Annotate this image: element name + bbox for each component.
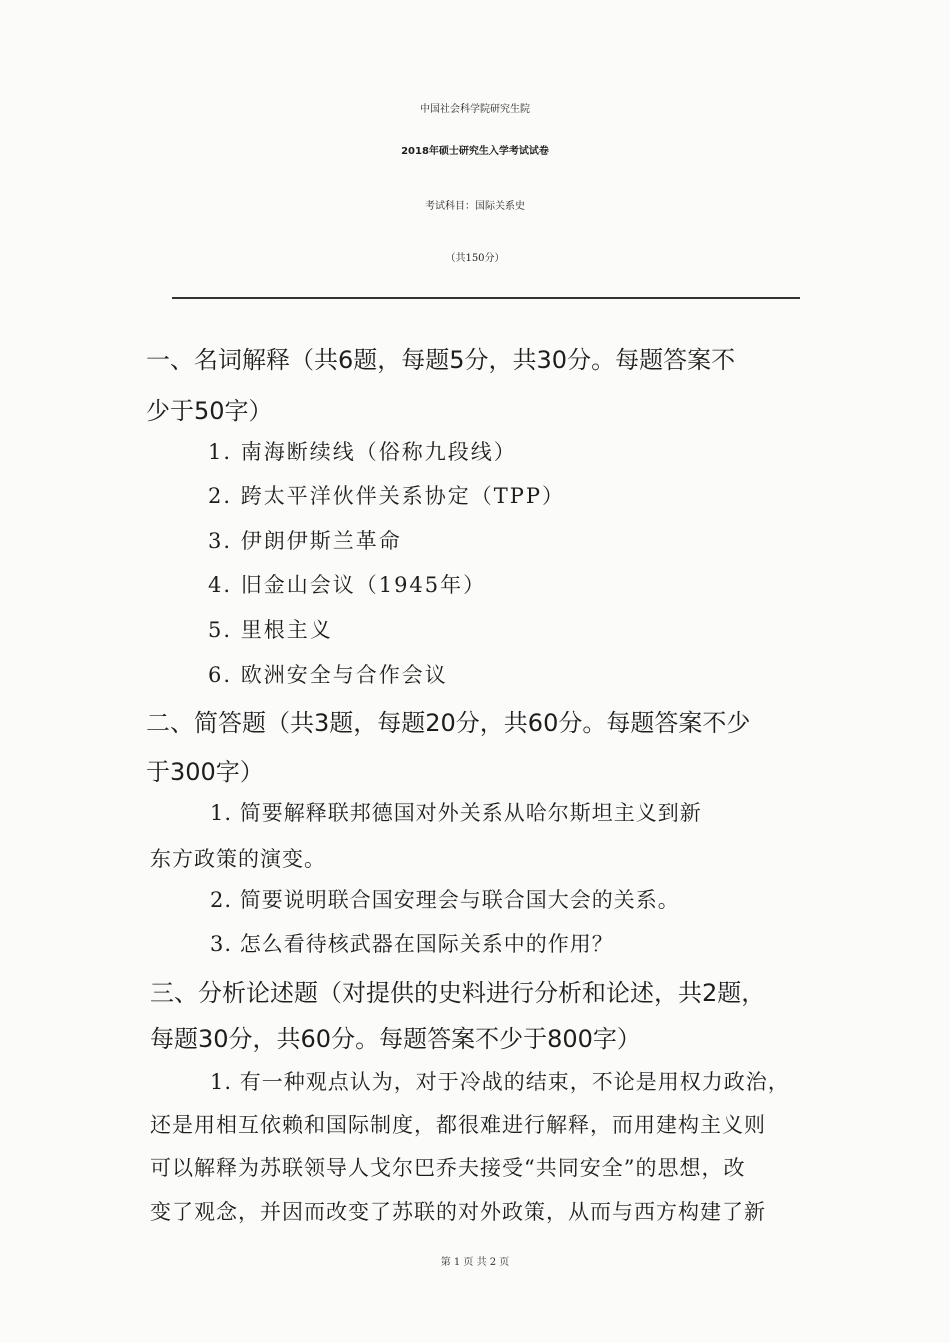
section3-title-line1: 三、分析论述题（对提供的史料进行分析和论述，共2题， bbox=[150, 979, 766, 1007]
section1-item-4: 4. 旧金山会议（1945年） bbox=[208, 573, 487, 597]
section2-q1-line2: 东方政策的演变。 bbox=[150, 847, 326, 871]
section2-q1-line1: 1. 简要解释联邦德国对外关系从哈尔斯坦主义到新 bbox=[210, 801, 702, 825]
section2-title-line2: 于300字） bbox=[146, 758, 264, 786]
section1-item-3: 3. 伊朗伊斯兰革命 bbox=[208, 529, 402, 553]
page-number: 第 1 页 共 2 页 bbox=[440, 1257, 510, 1268]
total-score: （共150分） bbox=[445, 253, 505, 264]
section1-title-line1: 一、名词解释（共6题，每题5分，共30分。每题答案不 bbox=[146, 346, 736, 374]
section2-q3: 3. 怎么看待核武器在国际关系中的作用？ bbox=[210, 932, 614, 956]
header-divider bbox=[172, 297, 800, 299]
section3-q1-line3: 可以解释为苏联领导人戈尔巴乔夫接受“共同安全”的思想，改 bbox=[150, 1156, 746, 1180]
section3-title-line2: 每题30分，共60分。每题答案不少于800字） bbox=[150, 1025, 641, 1053]
section1-item-6: 6. 欧洲安全与合作会议 bbox=[208, 663, 448, 687]
section3-q1-line1: 1. 有一种观点认为，对于冷战的结束，不论是用权力政治， bbox=[210, 1070, 790, 1094]
section1-item-5: 5. 里根主义 bbox=[208, 618, 333, 642]
section3-q1-line2: 还是用相互依赖和国际制度，都很难进行解释，而用建构主义则 bbox=[150, 1113, 766, 1137]
institution-name: 中国社会科学院研究生院 bbox=[420, 104, 530, 115]
section1-item-2: 2. 跨太平洋伙伴关系协定（TPP） bbox=[208, 484, 565, 508]
exam-subject: 考试科目：国际关系史 bbox=[425, 201, 525, 212]
exam-title: 2018年硕士研究生入学考试试卷 bbox=[401, 146, 549, 157]
section1-title-line2: 少于50字） bbox=[146, 397, 273, 425]
section3-q1-line4: 变了观念，并因而改变了苏联的对外政策，从而与西方构建了新 bbox=[150, 1200, 766, 1224]
section1-item-1: 1. 南海断续线（俗称九段线） bbox=[208, 440, 517, 464]
section2-q2: 2. 简要说明联合国安理会与联合国大会的关系。 bbox=[210, 888, 680, 912]
section2-title-line1: 二、简答题（共3题，每题20分，共60分。每题答案不少 bbox=[146, 709, 751, 737]
